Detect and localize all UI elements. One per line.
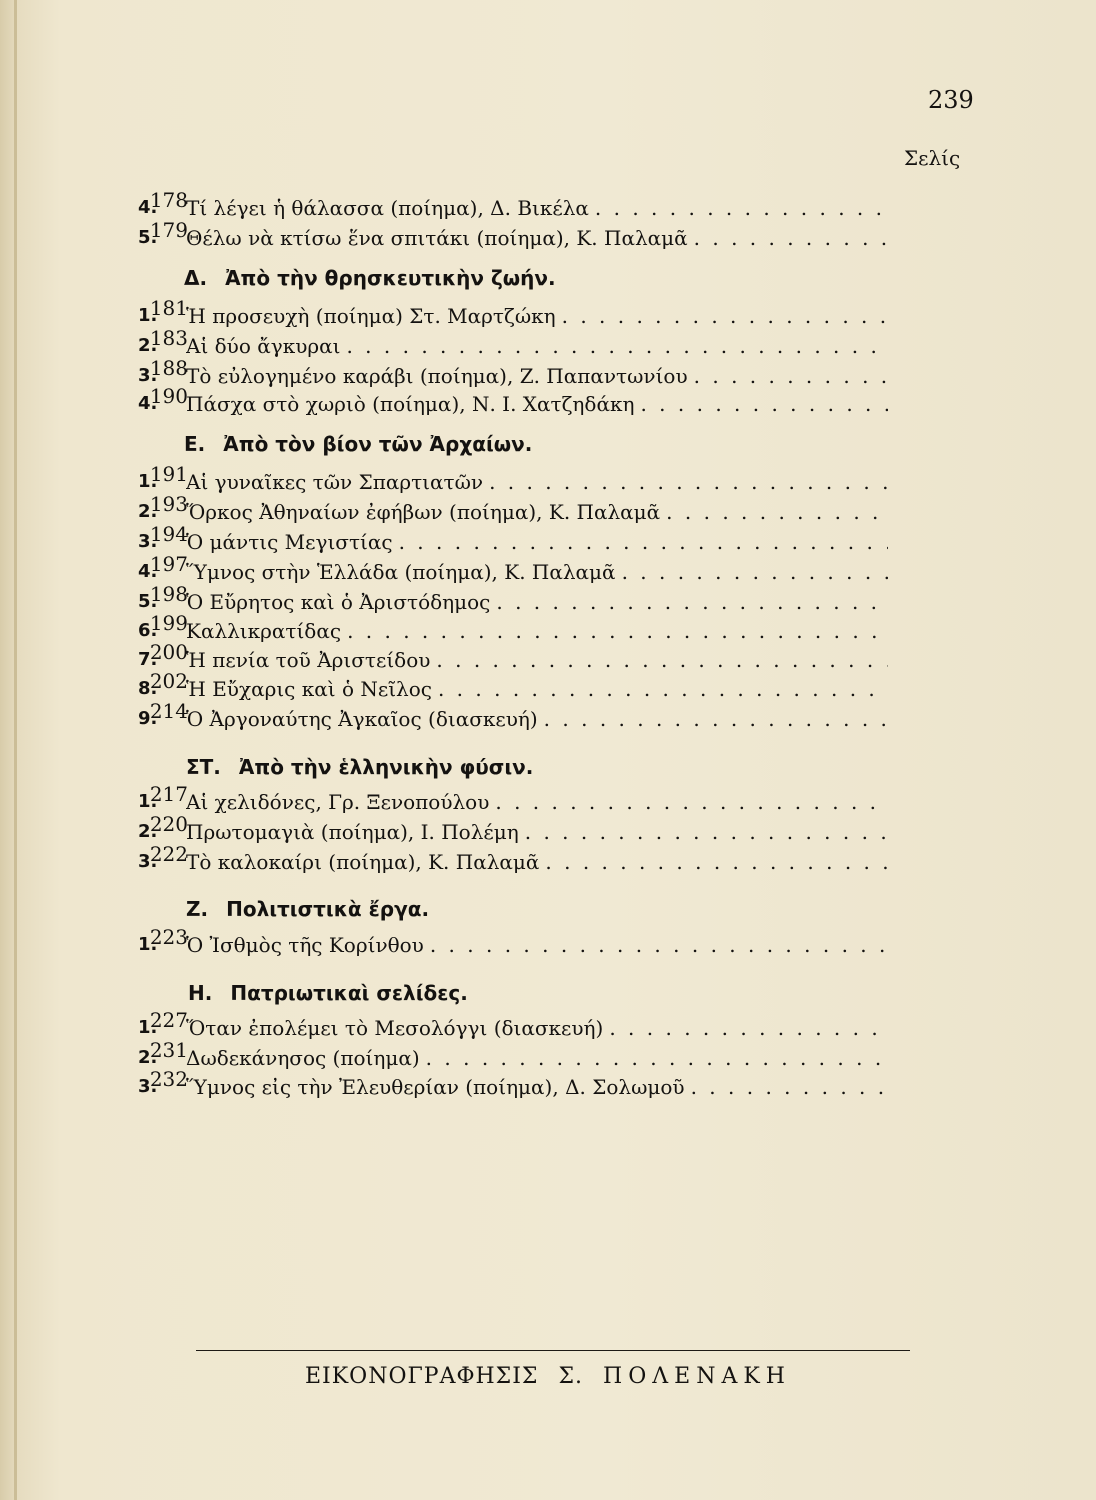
entry-page: 199 <box>149 611 188 635</box>
page-column-label: Σελίς <box>904 146 961 170</box>
entry-number: 4. <box>138 561 158 582</box>
entry-title: Πάσχα στὸ χωριὸ (ποίημα), Ν. Ι. Χατζηδάκη <box>186 392 635 416</box>
entry-title: Τὸ εὐλογημένο καράβι (ποίημα), Ζ. Παπαντωνίου <box>186 364 688 388</box>
entry-page: 202 <box>149 669 188 693</box>
entry-title-line <box>186 931 888 959</box>
entry-page: 197 <box>149 552 188 576</box>
entry-title-line <box>186 675 888 703</box>
entry-title-line <box>186 588 888 616</box>
entry-page: 181 <box>149 296 188 320</box>
entry-page: 232 <box>149 1067 188 1091</box>
entry-title: Δωδεκάνησος (ποίημα) <box>186 1046 420 1070</box>
section-heading <box>188 981 468 1005</box>
entry-title: Ὁ Εὔρητος καὶ ὁ Ἀριστόδημος <box>186 590 491 614</box>
entry-title: Ὁ Ἀργοναύτης Ἀγκαῖος (διασκευή) <box>186 707 538 731</box>
entry-page: 220 <box>149 812 188 836</box>
entry-title-line <box>186 848 888 876</box>
entry-page: 193 <box>149 492 188 516</box>
toc-entry <box>138 699 958 733</box>
entry-page: 190 <box>149 384 188 408</box>
entry-title: Αἱ γυναῖκες τῶν Σπαρτιατῶν <box>186 470 484 494</box>
toc-entry <box>138 640 958 674</box>
entry-title: Ὁ Ἰσθμὸς τῆς Κορίνθου <box>186 933 424 957</box>
entry-number: 3. <box>138 851 158 872</box>
entry-title: Καλλικρατίδας <box>186 619 342 643</box>
entry-page: 200 <box>149 640 188 664</box>
toc-entry <box>138 842 958 876</box>
entry-title-line <box>186 468 888 496</box>
entry-title: Ὁ μάντις Μεγιστίας <box>186 530 393 554</box>
section-heading <box>186 897 429 921</box>
section-heading <box>184 266 556 290</box>
entry-title: Ὕμνος εἰς τὴν Ἐλευθερίαν (ποίημα), Δ. Σολωμοῦ <box>186 1075 685 1099</box>
entry-title-line <box>186 224 888 252</box>
toc-entry <box>138 552 958 586</box>
entry-page: 183 <box>149 326 188 350</box>
entry-page: 194 <box>149 522 188 546</box>
toc-entry <box>138 326 958 360</box>
entry-title-line <box>186 617 888 645</box>
footer-rule <box>196 1350 910 1351</box>
toc-entry <box>138 925 958 959</box>
entry-number: 1. <box>138 1017 158 1038</box>
page-number: 239 <box>928 86 974 114</box>
entry-number: 6. <box>138 620 158 641</box>
entry-title-line <box>186 194 888 222</box>
entry-page: 223 <box>149 925 188 949</box>
entry-title: Ὅταν ἐπολέμει τὸ Μεσολόγγι (διασκευή) <box>186 1016 604 1040</box>
toc-entry <box>138 462 958 496</box>
entry-title: Ἡ πενία τοῦ Ἀριστείδου <box>186 648 431 672</box>
toc-entry <box>138 611 958 645</box>
entry-page: 178 <box>149 188 188 212</box>
credit-label: ΕΙΚΟΝΟΓΡΑΦΗΣΙΣ <box>305 1364 539 1389</box>
entry-page: 188 <box>149 356 188 380</box>
entry-title-line <box>186 1073 888 1101</box>
entry-number: 3. <box>138 365 158 386</box>
entry-number: 3. <box>138 531 158 552</box>
section-title: Ἀπὸ τὸν βίον τῶν Ἀρχαίων. <box>223 432 533 456</box>
entry-title-line <box>186 646 888 674</box>
entry-number: 5. <box>138 227 158 248</box>
entry-title-line <box>186 818 888 846</box>
section-letter: Ζ. <box>186 897 209 921</box>
entry-number: 1. <box>138 305 158 326</box>
entry-number: 4. <box>138 197 158 218</box>
entry-title: Πρωτομαγιὰ (ποίημα), Ι. Πολέμη <box>186 820 519 844</box>
entry-title: Θέλω νὰ κτίσω ἕνα σπιτάκι (ποίημα), Κ. Παλαμᾶ <box>186 226 688 250</box>
entry-title-line <box>186 788 888 816</box>
entry-title: Ἡ Εὔχαρις καὶ ὁ Νεῖλος <box>186 677 432 701</box>
credit-name: ΠΟΛΕΝΑΚΗ <box>603 1364 791 1389</box>
entry-title-line <box>186 528 888 556</box>
entry-number: 5. <box>138 591 158 612</box>
page-fold-shadow <box>14 0 17 1500</box>
toc-entry <box>138 356 958 390</box>
entry-title: Ἡ προσευχὴ (ποίημα) Στ. Μαρτζώκη <box>186 304 556 328</box>
toc-entry <box>138 384 958 418</box>
entry-number: 9. <box>138 708 158 729</box>
toc-entry <box>138 522 958 556</box>
toc-entry <box>138 782 958 816</box>
section-letter: Ε. <box>184 432 206 456</box>
section-letter: Η. <box>188 981 213 1005</box>
entry-title-line <box>186 390 888 418</box>
entry-title-line <box>186 498 888 526</box>
entry-number: 1. <box>138 934 158 955</box>
toc-entry <box>138 1038 958 1072</box>
entry-title: Αἱ δύο ἄγκυραι <box>186 334 341 358</box>
entry-page: 227 <box>149 1008 188 1032</box>
entry-number: 2. <box>138 1047 158 1068</box>
entry-title-line <box>186 332 888 360</box>
entry-number: 2. <box>138 821 158 842</box>
entry-number: 2. <box>138 501 158 522</box>
entry-page: 191 <box>149 462 188 486</box>
section-heading <box>186 755 533 779</box>
entry-page: 231 <box>149 1038 188 1062</box>
entry-page: 217 <box>149 782 188 806</box>
section-title: Ἀπὸ τὴν θρησκευτικὴν ζωήν. <box>225 266 556 290</box>
entry-title-line <box>186 558 888 586</box>
entry-number: 2. <box>138 335 158 356</box>
section-title: Ἀπὸ τὴν ἑλληνικὴν φύσιν. <box>238 755 534 779</box>
entry-page: 214 <box>149 699 188 723</box>
toc-entry <box>138 1067 958 1101</box>
section-letter: Δ. <box>184 266 208 290</box>
entry-title-line <box>186 1044 888 1072</box>
toc-entry <box>138 812 958 846</box>
toc-entry <box>138 582 958 616</box>
toc-entry <box>138 218 958 252</box>
section-letter: ΣΤ. <box>186 755 221 779</box>
section-heading <box>184 432 532 456</box>
toc-entry <box>138 492 958 526</box>
toc-entry <box>138 296 958 330</box>
entry-title: Ὅρκος Ἀθηναίων ἐφήβων (ποίημα), Κ. Παλαμᾶ <box>186 500 661 524</box>
entry-page: 179 <box>149 218 188 242</box>
toc-entry <box>138 1008 958 1042</box>
credit-initial: Σ. <box>558 1364 584 1389</box>
section-title: Πολιτιστικὰ ἔργα. <box>226 897 430 921</box>
entry-title-line <box>186 705 888 733</box>
entry-title: Αἱ χελιδόνες, Γρ. Ξενοπούλου <box>186 790 490 814</box>
entry-number: 4. <box>138 393 158 414</box>
entry-number: 8. <box>138 678 158 699</box>
entry-number: 1. <box>138 471 158 492</box>
illustration-credit <box>0 1364 1096 1389</box>
entry-number: 1. <box>138 791 158 812</box>
entry-page: 222 <box>149 842 188 866</box>
entry-title-line <box>186 362 888 390</box>
entry-title-line <box>186 302 888 330</box>
entry-title: Ὕμνος στὴν Ἑλλάδα (ποίημα), Κ. Παλαμᾶ <box>186 560 616 584</box>
entry-title-line <box>186 1014 888 1042</box>
toc-entry <box>138 669 958 703</box>
entry-number: 7. <box>138 649 158 670</box>
entry-title: Τὸ καλοκαίρι (ποίημα), Κ. Παλαμᾶ <box>186 850 540 874</box>
toc-entry <box>138 188 958 222</box>
entry-title: Τί λέγει ἡ θάλασσα (ποίημα), Δ. Βικέλα <box>186 196 589 220</box>
entry-number: 3. <box>138 1076 158 1097</box>
entry-page: 198 <box>149 582 188 606</box>
section-title: Πατριωτικαὶ σελίδες. <box>230 981 468 1005</box>
